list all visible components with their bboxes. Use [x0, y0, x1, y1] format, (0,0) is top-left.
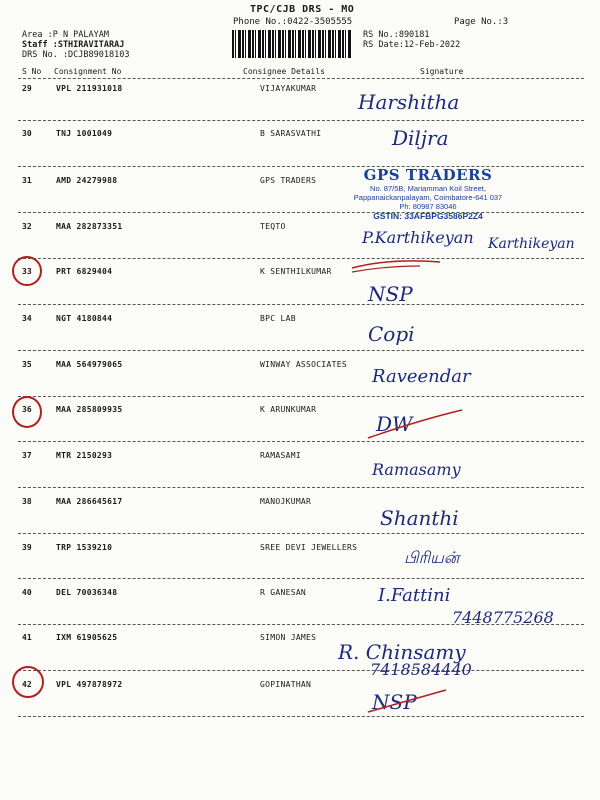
- signature-38: Shanthi: [380, 506, 459, 530]
- staff-label: Staff :STHIRAVITARAJ: [22, 40, 125, 50]
- red-circle-42: [12, 666, 44, 698]
- document-title: TPC/CJB DRS - MO: [250, 4, 355, 15]
- stamp-phone: Ph: 80987 83046: [399, 202, 457, 211]
- signature-32: P.Karthikeyan: [362, 228, 474, 247]
- row-consignee: SREE DEVI JEWELLERS: [260, 543, 358, 552]
- row-consignment: MAA 282873351: [56, 222, 123, 231]
- row-consignment: PRT 6829404: [56, 267, 113, 276]
- row-sno: 36: [22, 405, 32, 414]
- signature-36: DW: [376, 412, 413, 436]
- col-signature: Signature: [420, 67, 464, 76]
- row-sno: 33: [22, 267, 32, 276]
- signature-29: Harshitha: [358, 90, 460, 114]
- phone-handwritten-2: 7418584440: [370, 660, 472, 679]
- stamp-name: GPS TRADERS: [363, 166, 493, 184]
- row-consignee: VIJAYAKUMAR: [260, 84, 317, 93]
- red-underline-stroke: [368, 410, 462, 438]
- row-sno: 34: [22, 314, 32, 323]
- area-label: Area :P N PALAYAM: [22, 30, 109, 40]
- row-consignment: NGT 4180844: [56, 314, 113, 323]
- signature-35: Raveendar: [372, 366, 471, 387]
- row-sno: 32: [22, 222, 32, 231]
- row-consignee: GPS TRADERS: [260, 176, 317, 185]
- row-sno: 41: [22, 633, 32, 642]
- red-underline-stroke: [352, 266, 420, 272]
- phone-handwritten-1: 7448775268: [452, 608, 554, 627]
- col-consignee: Consignee Details: [243, 67, 325, 76]
- row-sno: 30: [22, 129, 32, 138]
- row-consignment: VPL 211931018: [56, 84, 123, 93]
- row-consignment: TNJ 1001049: [56, 129, 113, 138]
- row-sno: 40: [22, 588, 32, 597]
- row-consignee: BPC LAB: [260, 314, 296, 323]
- row-consignee: K SENTHILKUMAR: [260, 267, 332, 276]
- row-sno: 42: [22, 680, 32, 689]
- signature-41: R. Chinsamy: [338, 640, 466, 664]
- col-sno: S No: [22, 67, 42, 76]
- row-consignment: MAA 285809935: [56, 405, 123, 414]
- stamp-address-1: No. 87/5B, Mariamman Koil Street,: [370, 184, 486, 193]
- rs-number: RS No.:890181: [363, 30, 430, 40]
- row-consignment: MTR 2150293: [56, 451, 113, 460]
- row-sno: 37: [22, 451, 32, 460]
- signature-39: பிரியன்: [404, 548, 460, 567]
- row-sno: 35: [22, 360, 32, 369]
- signature-33: NSP: [368, 282, 413, 306]
- row-consignee: WINWAY ASSOCIATES: [260, 360, 347, 369]
- rs-date: RS Date:12-Feb-2022: [363, 40, 461, 50]
- row-consignee: B SARASVATHI: [260, 129, 322, 138]
- signature-40: I.Fattini: [378, 585, 451, 606]
- row-consignment: DEL 70036348: [56, 588, 118, 597]
- stamp-gstin: GSTIN: 33AFBPG3586P2Z4: [373, 211, 483, 221]
- red-circle-36: [12, 396, 42, 428]
- row-sno: 39: [22, 543, 32, 552]
- row-consignment: TRP 1539210: [56, 543, 113, 552]
- red-circle-33: [12, 256, 42, 286]
- row-sno: 31: [22, 176, 32, 185]
- signature-34: Copi: [368, 322, 415, 346]
- signature-42: NSP: [372, 690, 417, 714]
- row-consignee: K ARUNKUMAR: [260, 405, 317, 414]
- row-consignee: SIMON JAMES: [260, 633, 317, 642]
- row-consignee: RAMASAMI: [260, 451, 301, 460]
- row-consignment: IXM 61905625: [56, 633, 118, 642]
- signature-30: Diljra: [392, 126, 449, 150]
- row-consignment: VPL 497878972: [56, 680, 123, 689]
- row-consignee: MANOJKUMAR: [260, 497, 312, 506]
- stamp-address-2: Pappanaickanpalayam, Coimbatore-641 037: [353, 193, 503, 202]
- phone-number: Phone No.:0422-3505555: [233, 17, 353, 27]
- drs-number: DRS No. :DCJB89018103: [22, 50, 130, 60]
- red-underline-stroke: [368, 690, 446, 712]
- signature-37: Ramasamy: [372, 460, 461, 479]
- row-consignment: MAA 564979065: [56, 360, 123, 369]
- page-number: Page No.:3: [454, 17, 509, 27]
- row-consignee: TEQTO: [260, 222, 286, 231]
- row-consignment: AMD 24279988: [56, 176, 118, 185]
- row-sno: 29: [22, 84, 32, 93]
- col-consignment: Consignment No: [54, 67, 122, 76]
- row-consignee: R GANESAN: [260, 588, 307, 597]
- row-sno: 38: [22, 497, 32, 506]
- row-consignee: GOPINATHAN: [260, 680, 312, 689]
- signature-32-extra: Karthikeyan: [488, 236, 575, 252]
- row-consignment: MAA 286645617: [56, 497, 123, 506]
